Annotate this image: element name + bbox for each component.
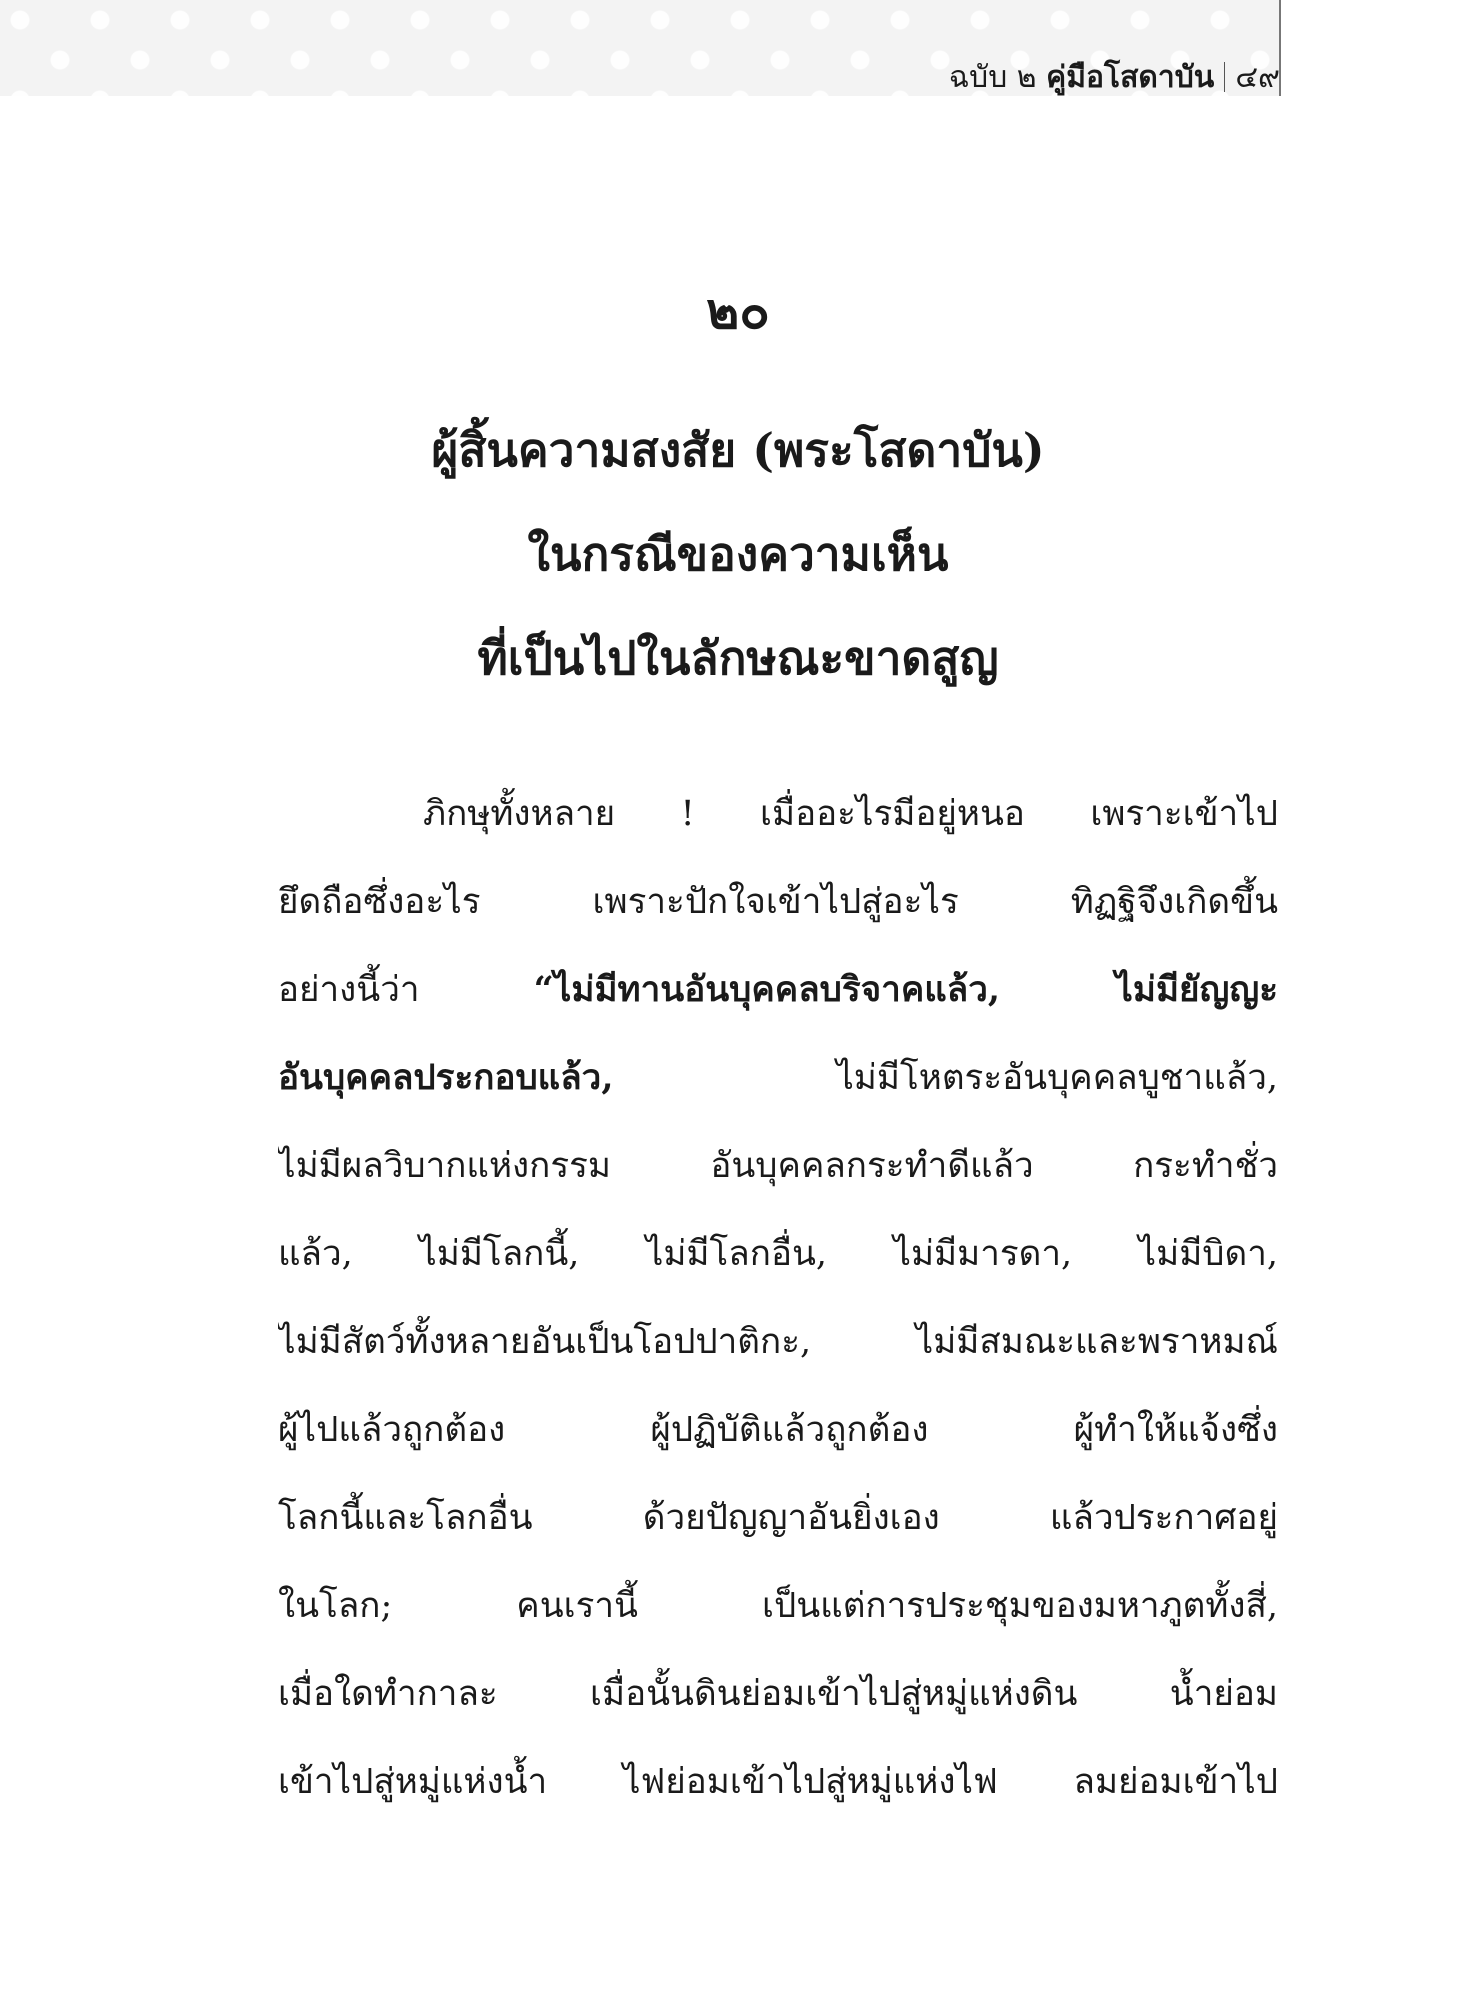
- page-number: ๔๙: [1235, 60, 1280, 95]
- running-head: [949, 62, 1280, 93]
- edition-label: ฉบับ ๒: [948, 60, 1037, 95]
- body-paragraph: [278, 770, 1278, 1826]
- quote-bold-text: อันบุคคลประกอบแล้ว,: [278, 1057, 614, 1098]
- book-title: คู่มือโสดาบัน: [1046, 60, 1215, 95]
- chapter-title-line: ที่เป็นไปในลักษณะขาดสูญ: [477, 631, 999, 685]
- quote-bold-text: “ไม่มีทานอันบุคคลบริจาคแล้ว, ไม่มียัญญะ: [533, 969, 1278, 1010]
- body-line-text: ไม่มีโหตระอันบุคคลบูชาแล้ว,: [613, 1058, 1278, 1098]
- chapter-title: [0, 398, 1476, 710]
- body-line: เข้าไปสู่หมู่แห่งน้ำ ไฟย่อมเข้าไปสู่หมู่แห่งไฟ ลมย่อมเข้าไป: [278, 1762, 1278, 1802]
- chapter-title-line: ผู้สิ้นความสงสัย (พระโสดาบัน): [431, 423, 1045, 477]
- body-line: [278, 946, 1278, 1034]
- body-line: เมื่อใดทำกาละ เมื่อนั้นดินย่อมเข้าไปสู่หมู่แห่งดิน น้ำย่อม: [278, 1674, 1278, 1714]
- body-line: [278, 1034, 1278, 1122]
- body-line: ยึดถือซึ่งอะไร เพราะปักใจเข้าไปสู่อะไร ทิฏฐิจึงเกิดขึ้น: [278, 882, 1278, 922]
- body-line: ภิกษุทั้งหลาย ! เมื่ออะไรมีอยู่หนอ เพราะเข้าไป: [423, 794, 1278, 834]
- body-line: แล้ว, ไม่มีโลกนี้, ไม่มีโลกอื่น, ไม่มีมารดา, ไม่มีบิดา,: [278, 1234, 1278, 1274]
- chapter-number: ๒๐: [706, 281, 770, 340]
- body-line: ไม่มีผลวิบากแห่งกรรม อันบุคคลกระทำดีแล้ว กระทำชั่ว: [278, 1146, 1278, 1186]
- body-line: โลกนี้และโลกอื่น ด้วยปัญญาอันยิ่งเอง แล้วประกาศอยู่: [278, 1498, 1278, 1538]
- body-line: ไม่มีสัตว์ทั้งหลายอันเป็นโอปปาติกะ, ไม่มีสมณะและพราหมณ์: [278, 1322, 1278, 1362]
- body-line-text: อย่างนี้ว่า: [278, 970, 534, 1010]
- body-line: ในโลก; คนเรานี้ เป็นแต่การประชุมของมหาภูตทั้งสี่,: [278, 1586, 1278, 1626]
- chapter-title-line: ในกรณีของความเห็น: [527, 527, 949, 581]
- body-line: ผู้ไปแล้วถูกต้อง ผู้ปฏิบัติแล้วถูกต้อง ผู้ทำให้แจ้งซึ่ง: [278, 1410, 1278, 1450]
- running-head-separator: [1224, 62, 1225, 92]
